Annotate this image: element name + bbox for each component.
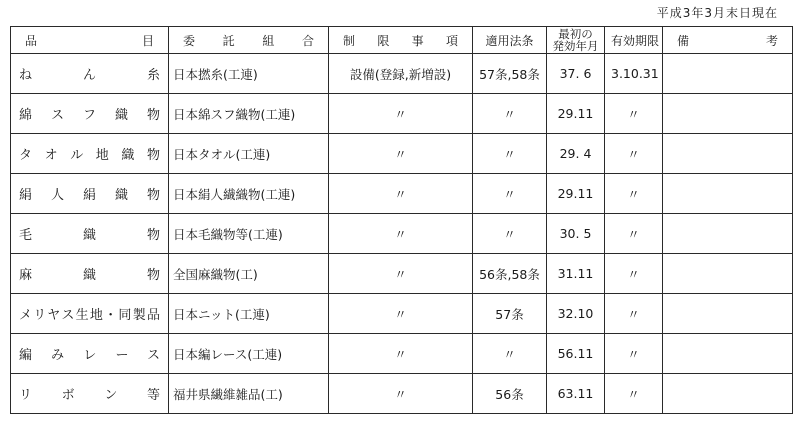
cell-expiry: 〃 xyxy=(605,254,663,294)
cell-remarks xyxy=(663,134,793,174)
cell-restriction: 〃 xyxy=(329,334,473,374)
cell-union: 全国麻織物(工) xyxy=(169,254,329,294)
cell-expiry: 〃 xyxy=(605,374,663,414)
cell-law: 57条 xyxy=(473,294,547,334)
restriction-table xyxy=(10,26,793,414)
cell-first-effective: 63.11 xyxy=(547,374,605,414)
cell-union: 日本絹人繊織物(工連) xyxy=(169,174,329,214)
cell-remarks xyxy=(663,214,793,254)
cell-first-effective: 31.11 xyxy=(547,254,605,294)
cell-first-effective: 29.11 xyxy=(547,94,605,134)
cell-law: 〃 xyxy=(473,174,547,214)
header-union: 委託組合 xyxy=(169,27,329,54)
cell-remarks xyxy=(663,374,793,414)
cell-item: メリヤス生地・同製品 xyxy=(11,294,169,334)
cell-remarks xyxy=(663,334,793,374)
cell-item: ねん糸 xyxy=(11,54,169,94)
cell-first-effective: 30. 5 xyxy=(547,214,605,254)
cell-law: 56条,58条 xyxy=(473,254,547,294)
cell-restriction: 〃 xyxy=(329,134,473,174)
table-row xyxy=(11,174,793,214)
cell-restriction: 〃 xyxy=(329,174,473,214)
cell-item: タオル地織物 xyxy=(11,134,169,174)
cell-restriction: 〃 xyxy=(329,214,473,254)
header-first-effective-line2: 発効年月 xyxy=(552,39,599,53)
table-row xyxy=(11,374,793,414)
cell-expiry: 〃 xyxy=(605,134,663,174)
table-row xyxy=(11,334,793,374)
cell-expiry: 〃 xyxy=(605,174,663,214)
cell-law: 57条,58条 xyxy=(473,54,547,94)
table-row xyxy=(11,94,793,134)
cell-first-effective: 32.10 xyxy=(547,294,605,334)
header-restriction: 制限事項 xyxy=(329,27,473,54)
table-row xyxy=(11,214,793,254)
cell-restriction: 〃 xyxy=(329,254,473,294)
cell-restriction: 〃 xyxy=(329,94,473,134)
cell-item: 麻織物 xyxy=(11,254,169,294)
cell-union: 日本撚糸(工連) xyxy=(169,54,329,94)
cell-union: 日本ニット(工連) xyxy=(169,294,329,334)
cell-union: 日本編レース(工連) xyxy=(169,334,329,374)
cell-remarks xyxy=(663,174,793,214)
cell-first-effective: 37. 6 xyxy=(547,54,605,94)
cell-restriction: 〃 xyxy=(329,294,473,334)
header-expiry: 有効期限 xyxy=(605,27,663,54)
cell-first-effective: 29.11 xyxy=(547,174,605,214)
cell-expiry: 〃 xyxy=(605,334,663,374)
cell-item: 編みレース xyxy=(11,334,169,374)
table-row xyxy=(11,54,793,94)
cell-first-effective: 56.11 xyxy=(547,334,605,374)
cell-expiry: 〃 xyxy=(605,94,663,134)
header-row xyxy=(11,27,793,54)
cell-law: 〃 xyxy=(473,94,547,134)
cell-expiry: 〃 xyxy=(605,294,663,334)
cell-union: 日本毛織物等(工連) xyxy=(169,214,329,254)
cell-remarks xyxy=(663,94,793,134)
cell-law: 〃 xyxy=(473,214,547,254)
cell-expiry: 3.10.31 xyxy=(605,54,663,94)
header-item: 品 目 xyxy=(11,27,169,54)
cell-law: 56条 xyxy=(473,374,547,414)
cell-remarks xyxy=(663,54,793,94)
as-of-date: 平成3年3月末日現在 xyxy=(656,6,778,20)
cell-item: 毛織物 xyxy=(11,214,169,254)
cell-remarks xyxy=(663,294,793,334)
cell-restriction: 〃 xyxy=(329,374,473,414)
cell-union: 日本綿スフ織物(工連) xyxy=(169,94,329,134)
cell-item: 綿スフ織物 xyxy=(11,94,169,134)
cell-remarks xyxy=(663,254,793,294)
cell-restriction: 設備(登録,新増設) xyxy=(329,54,473,94)
cell-union: 福井県繊維雑品(工) xyxy=(169,374,329,414)
cell-first-effective: 29. 4 xyxy=(547,134,605,174)
cell-union: 日本タオル(工連) xyxy=(169,134,329,174)
cell-law: 〃 xyxy=(473,334,547,374)
cell-item: リボン等 xyxy=(11,374,169,414)
cell-expiry: 〃 xyxy=(605,214,663,254)
header-first-effective-line1: 最初の xyxy=(558,27,593,41)
cell-item: 絹人絹織物 xyxy=(11,174,169,214)
header-remarks: 備 考 xyxy=(663,27,793,54)
table-row xyxy=(11,294,793,334)
header-first-effective xyxy=(547,27,605,54)
header-law: 適用法条 xyxy=(473,27,547,54)
table-row xyxy=(11,134,793,174)
cell-law: 〃 xyxy=(473,134,547,174)
table-row xyxy=(11,254,793,294)
